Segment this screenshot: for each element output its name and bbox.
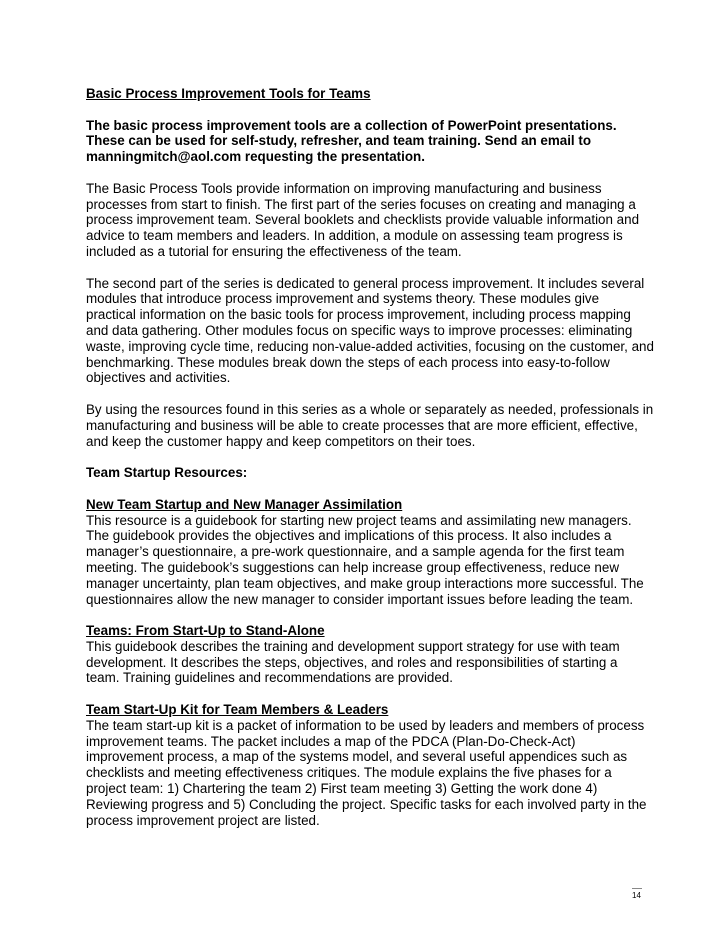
text-line: waste, improving cycle time, reducing non-value-added activities, focusing on the customer, and [86, 338, 654, 354]
intro-line: The basic process improvement tools are a collection of PowerPoint presentations. [86, 117, 617, 133]
page-number: 14 [632, 891, 641, 900]
text-line: meeting. The guidebook’s suggestions can help increase group effectiveness, reduce new [86, 559, 619, 575]
resource-new-team-startup [86, 497, 661, 608]
body-paragraph-3 [86, 402, 661, 449]
text-line: questionnaires allow the new manager to consider important issues before leading the team. [86, 591, 634, 607]
resource-title: New Team Startup and New Manager Assimilation [86, 496, 403, 512]
text-line: By using the resources found in this series as a whole or separately as needed, professionals in [86, 401, 654, 417]
text-line: The Basic Process Tools provide information on improving manufacturing and business [86, 180, 602, 196]
text-line: The guidebook provides the objectives and implications of this process. It also includes a [86, 528, 612, 544]
intro-line: These can be used for self-study, refresher, and team training. Send an email to [86, 133, 592, 149]
text-line: modules that introduce process improvement and systems theory. These modules give [86, 291, 600, 307]
body-paragraph-1 [86, 181, 661, 260]
body-paragraph-2 [86, 276, 661, 387]
text-line: practical information on the basic tools for process improvement, including process mapping [86, 307, 631, 323]
text-line: manager uncertainty, plan team objectives, and make group interactions more successful. The [86, 575, 644, 591]
text-line: and data gathering. Other modules focus on specific ways to improve processes: eliminating [86, 322, 633, 338]
text-line: improvement process, a map of the systems model, and several useful appendices such as [86, 749, 628, 765]
resource-teams-startup-standalone [86, 623, 661, 686]
text-line: development. It describes the steps, objectives, and roles and responsibilities of starting a [86, 654, 618, 670]
resource-team-startup-kit [86, 702, 661, 828]
text-line: checklists and meeting effectiveness critiques. The module explains the five phases for a [86, 765, 612, 781]
page-content [86, 86, 661, 844]
text-line: This resource is a guidebook for starting new project teams and assimilating new managers. [86, 512, 632, 528]
text-line: The second part of the series is dedicated to general process improvement. It includes several [86, 275, 645, 291]
text-line: Reviewing progress and 5) Concluding the project. Specific tasks for each involved party in the [86, 796, 647, 812]
text-line: improvement teams. The packet includes a map of the PDCA (Plan-Do-Check-Act) [86, 733, 576, 749]
page-footer [632, 888, 646, 901]
intro-line: manningmitch@aol.com requesting the presentation. [86, 149, 425, 165]
text-line: project team: 1) Chartering the team 2) First team meeting 3) Getting the work done 4) [86, 781, 598, 797]
text-line: The team start-up kit is a packet of information to be used by leaders and members of process [86, 717, 645, 733]
text-line: included as a tutorial for ensuring the effectiveness of the team. [86, 243, 462, 259]
text-line: advice to team members and leaders. In addition, a module on assessing team progress is [86, 228, 623, 244]
resource-title: Team Start-Up Kit for Team Members & Leaders [86, 702, 389, 718]
text-line: process improvement project are listed. [86, 812, 320, 828]
text-line: team. Training guidelines and recommendations are provided. [86, 670, 453, 686]
text-line: manufacturing and business will be able to create processes that are more efficient, effective, [86, 417, 638, 433]
resources-heading: Team Startup Resources: [86, 465, 248, 481]
text-line: process improvement team. Several booklets and checklists provide valuable information and [86, 212, 640, 228]
footer-rule [632, 888, 642, 889]
document-title: Basic Process Improvement Tools for Teams [86, 86, 371, 101]
text-line: benchmarking. These modules break down the steps of each process into easy-to-follow [86, 354, 610, 370]
text-line: and keep the customer happy and keep competitors on their toes. [86, 433, 476, 449]
text-line: manager’s questionnaire, a pre-work questionnaire, and a sample agenda for the first team [86, 544, 625, 560]
text-line: processes from start to finish. The first part of the series focuses on creating and managing a [86, 196, 636, 212]
intro-paragraph [86, 118, 661, 165]
resource-title: Teams: From Start-Up to Stand-Alone [86, 623, 325, 639]
text-line: This guidebook describes the training and development support strategy for use with team [86, 638, 620, 654]
text-line: objectives and activities. [86, 370, 231, 386]
